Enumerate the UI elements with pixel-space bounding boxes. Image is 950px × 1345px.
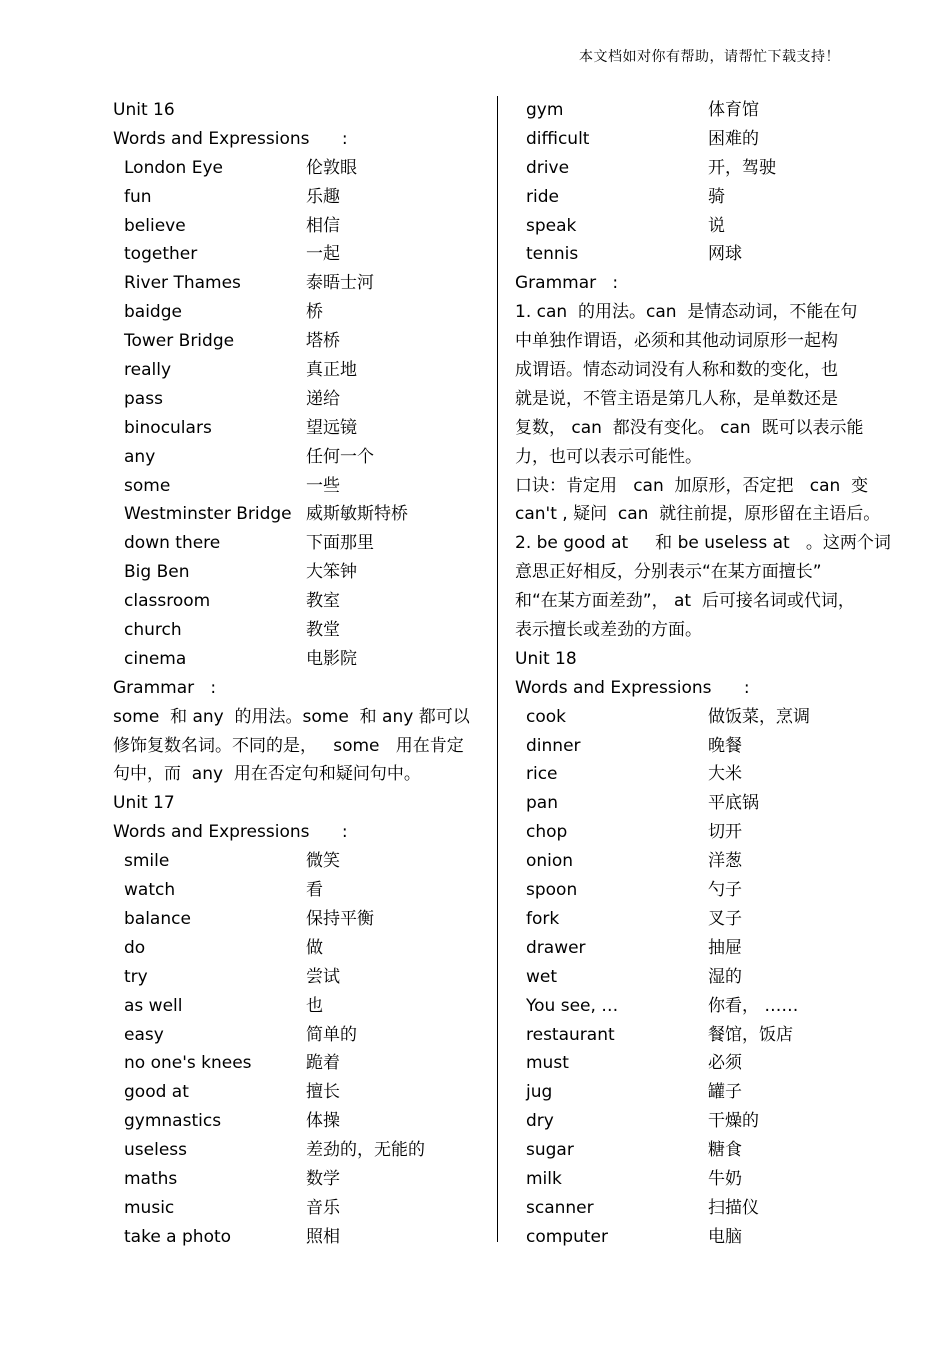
grammar-line: 复数， can 都没有变化。 can 既可以表示能 bbox=[515, 417, 864, 438]
vocab-chinese: 勺子 bbox=[708, 880, 742, 901]
vocab-english: together bbox=[124, 244, 198, 265]
unit16-grammar-heading: Grammar : bbox=[113, 677, 217, 698]
vocab-chinese: 递给 bbox=[306, 388, 340, 409]
vocab-english: gym bbox=[526, 100, 564, 120]
vocab-english: some bbox=[124, 475, 171, 496]
vocab-row bbox=[113, 1107, 479, 1136]
vocab-row bbox=[515, 154, 885, 183]
vocab-row bbox=[515, 1194, 885, 1223]
vocab-chinese: 说 bbox=[708, 215, 725, 236]
vocab-chinese: 尝试 bbox=[306, 966, 340, 987]
vocab-row bbox=[515, 96, 885, 125]
vocab-row bbox=[515, 1107, 885, 1136]
vocab-chinese: 乐趣 bbox=[306, 186, 340, 207]
vocab-chinese: 一起 bbox=[306, 244, 340, 265]
vocab-chinese: 教室 bbox=[306, 591, 340, 612]
vocab-chinese: 简单的 bbox=[306, 1024, 357, 1045]
vocab-row bbox=[515, 934, 885, 963]
vocab-english: spoon bbox=[526, 880, 578, 901]
vocab-english: sugar bbox=[526, 1140, 574, 1161]
vocab-row bbox=[515, 183, 885, 212]
vocab-row bbox=[515, 876, 885, 905]
vocab-chinese: 开，驾驶 bbox=[708, 157, 776, 178]
vocab-english: as well bbox=[124, 995, 183, 1016]
vocab-chinese: 洋葱 bbox=[708, 851, 742, 872]
vocab-english: drive bbox=[526, 157, 570, 178]
vocab-english: church bbox=[124, 620, 182, 641]
vocab-english: pass bbox=[124, 388, 163, 409]
vocab-row bbox=[113, 443, 479, 472]
vocab-chinese: 看 bbox=[306, 880, 323, 901]
vocab-row bbox=[113, 212, 479, 241]
vocab-english: computer bbox=[526, 1226, 608, 1247]
vocab-row bbox=[113, 876, 479, 905]
vocab-english: pan bbox=[526, 793, 558, 814]
vocab-chinese: 真正地 bbox=[306, 360, 357, 381]
vocab-row bbox=[515, 760, 885, 789]
vocab-chinese: 也 bbox=[306, 995, 323, 1016]
vocab-english: drawer bbox=[526, 937, 586, 958]
vocab-row bbox=[515, 992, 885, 1021]
vocab-chinese: 晚餐 bbox=[708, 735, 742, 756]
vocab-row bbox=[515, 1223, 885, 1252]
vocab-row bbox=[515, 212, 885, 241]
grammar-line: 口诀：肯定用 can 加原形，否定把 can 变 bbox=[515, 475, 869, 496]
vocab-english: You see, … bbox=[526, 995, 619, 1016]
vocab-row bbox=[113, 327, 479, 356]
vocab-chinese: 教堂 bbox=[306, 620, 340, 641]
unit18-words-heading: Words and Expressions : bbox=[515, 677, 750, 698]
vocab-chinese: 保持平衡 bbox=[306, 908, 374, 929]
vocab-chinese: 下面那里 bbox=[306, 533, 374, 554]
unit17-word-list bbox=[113, 847, 479, 1251]
vocab-row bbox=[113, 1049, 479, 1078]
vocab-chinese: 任何一个 bbox=[306, 446, 374, 467]
vocab-row bbox=[515, 1049, 885, 1078]
vocab-english: cinema bbox=[124, 648, 187, 669]
vocab-row bbox=[113, 616, 479, 645]
vocab-english: ride bbox=[526, 186, 559, 207]
unit17-grammar-heading: Grammar : bbox=[515, 273, 619, 294]
vocab-english: speak bbox=[526, 215, 577, 236]
vocab-chinese: 泰晤士河 bbox=[306, 273, 374, 294]
vocab-chinese: 糖食 bbox=[708, 1140, 742, 1161]
vocab-chinese: 牛奶 bbox=[708, 1168, 742, 1189]
vocab-english: gymnastics bbox=[124, 1111, 222, 1132]
vocab-chinese: 困难的 bbox=[708, 128, 759, 149]
vocab-chinese: 威斯敏斯特桥 bbox=[306, 504, 408, 525]
column-divider bbox=[497, 96, 498, 1242]
unit17-word-list-continued bbox=[515, 96, 885, 269]
vocab-chinese: 罐子 bbox=[708, 1082, 742, 1103]
vocab-chinese: 湿的 bbox=[708, 966, 742, 987]
vocab-english: difficult bbox=[526, 128, 590, 149]
vocab-english: take a photo bbox=[124, 1226, 232, 1247]
grammar-line: 修饰复数名词。不同的是， some 用在肯定 bbox=[113, 735, 464, 756]
vocab-chinese: 望远镜 bbox=[306, 417, 357, 438]
vocab-row bbox=[113, 1194, 479, 1223]
grammar-line: 2. be good at 和 be useless at 。这两个词 bbox=[515, 533, 891, 554]
vocab-english: onion bbox=[526, 851, 574, 872]
vocab-row bbox=[113, 587, 479, 616]
vocab-chinese: 做饭菜，烹调 bbox=[708, 706, 810, 727]
vocab-chinese: 做 bbox=[306, 937, 323, 958]
vocab-row bbox=[113, 992, 479, 1021]
grammar-line: 表示擅长或差劲的方面。 bbox=[515, 620, 702, 641]
left-column bbox=[113, 96, 479, 1252]
vocab-english: cook bbox=[526, 706, 566, 727]
vocab-chinese: 平底锅 bbox=[708, 793, 759, 814]
vocab-english: restaurant bbox=[526, 1024, 615, 1045]
vocab-row bbox=[515, 703, 885, 732]
vocab-english: Westminster Bridge bbox=[124, 504, 292, 525]
unit18-word-list bbox=[515, 703, 885, 1252]
grammar-line: 和“在某方面差劲”， at 后可接名词或代词， bbox=[515, 591, 855, 612]
vocab-english: down there bbox=[124, 533, 221, 554]
right-column bbox=[515, 96, 891, 1252]
vocab-english: baidge bbox=[124, 302, 182, 323]
unit17-title: Unit 17 bbox=[113, 793, 175, 814]
vocab-english: River Thames bbox=[124, 273, 241, 294]
vocab-row bbox=[515, 125, 885, 154]
vocab-row bbox=[113, 1165, 479, 1194]
vocab-chinese: 大米 bbox=[708, 764, 742, 785]
vocab-row bbox=[113, 1136, 479, 1165]
vocab-row bbox=[515, 1165, 885, 1194]
unit16-word-list bbox=[113, 154, 479, 674]
vocab-chinese: 数学 bbox=[306, 1168, 340, 1189]
vocab-row bbox=[113, 240, 479, 269]
vocab-row bbox=[113, 414, 479, 443]
vocab-english: dry bbox=[526, 1111, 554, 1132]
vocab-chinese: 差劲的，无能的 bbox=[306, 1140, 425, 1161]
vocab-chinese: 叉子 bbox=[708, 908, 742, 929]
vocab-english: scanner bbox=[526, 1197, 594, 1218]
grammar-line: 就是说，不管主语是第几人称，是单数还是 bbox=[515, 388, 838, 409]
vocab-row bbox=[515, 1021, 885, 1050]
vocab-row bbox=[113, 645, 479, 674]
vocab-english: really bbox=[124, 360, 171, 381]
vocab-english: no one's knees bbox=[124, 1053, 252, 1074]
vocab-english: Big Ben bbox=[124, 562, 190, 583]
header-note: 本文档如对你有帮助，请帮忙下载支持！ bbox=[579, 49, 840, 65]
unit17-words-heading: Words and Expressions : bbox=[113, 822, 348, 843]
vocab-chinese: 扫描仪 bbox=[708, 1197, 759, 1218]
vocab-row bbox=[113, 847, 479, 876]
unit16-grammar-text bbox=[113, 703, 479, 790]
vocab-english: Tower Bridge bbox=[124, 331, 235, 352]
vocab-english: good at bbox=[124, 1082, 189, 1103]
vocab-row bbox=[515, 1136, 885, 1165]
vocab-chinese: 大笨钟 bbox=[306, 562, 357, 583]
vocab-row bbox=[113, 934, 479, 963]
vocab-row bbox=[113, 500, 479, 529]
vocab-row bbox=[113, 558, 479, 587]
vocab-english: do bbox=[124, 937, 146, 958]
vocab-chinese: 擅长 bbox=[306, 1082, 340, 1103]
vocab-chinese: 微笑 bbox=[306, 851, 340, 872]
vocab-chinese: 塔桥 bbox=[306, 331, 340, 352]
grammar-line: 中单独作谓语，必须和其他动词原形一起构 bbox=[515, 331, 838, 352]
vocab-english: any bbox=[124, 446, 156, 467]
vocab-english: music bbox=[124, 1197, 175, 1218]
vocab-english: try bbox=[124, 966, 148, 987]
vocab-row bbox=[113, 1021, 479, 1050]
vocab-row bbox=[113, 472, 479, 501]
vocab-english: London Eye bbox=[124, 157, 223, 178]
vocab-chinese: 餐馆，饭店 bbox=[708, 1024, 793, 1045]
vocab-row bbox=[515, 240, 885, 269]
vocab-row bbox=[113, 269, 479, 298]
vocab-chinese: 干燥的 bbox=[708, 1111, 759, 1132]
grammar-line: 成谓语。情态动词没有人称和数的变化，也 bbox=[515, 360, 838, 381]
vocab-row bbox=[113, 529, 479, 558]
vocab-row bbox=[113, 154, 479, 183]
vocab-english: jug bbox=[526, 1082, 553, 1103]
vocab-row bbox=[113, 963, 479, 992]
vocab-english: classroom bbox=[124, 591, 211, 612]
unit17-grammar-text bbox=[515, 298, 891, 645]
vocab-chinese: 电脑 bbox=[708, 1226, 742, 1247]
grammar-line: some 和 any 的用法。some 和 any 都可以 bbox=[113, 706, 470, 727]
unit18-title: Unit 18 bbox=[515, 648, 577, 669]
vocab-chinese: 体育馆 bbox=[708, 100, 759, 120]
vocab-row bbox=[515, 732, 885, 761]
vocab-english: believe bbox=[124, 215, 186, 236]
grammar-line: 句中，而 any 用在否定句和疑问句中。 bbox=[113, 764, 421, 785]
vocab-english: chop bbox=[526, 822, 568, 843]
vocab-chinese: 必须 bbox=[708, 1053, 742, 1074]
vocab-english: rice bbox=[526, 764, 558, 785]
vocab-row bbox=[113, 1223, 479, 1252]
vocab-english: binoculars bbox=[124, 417, 212, 438]
vocab-english: useless bbox=[124, 1140, 187, 1161]
vocab-chinese: 抽屉 bbox=[708, 937, 742, 958]
vocab-chinese: 音乐 bbox=[306, 1197, 340, 1218]
vocab-english: dinner bbox=[526, 735, 581, 756]
vocab-english: watch bbox=[124, 880, 176, 901]
vocab-chinese: 一些 bbox=[306, 475, 340, 496]
unit16-words-heading: Words and Expressions : bbox=[113, 128, 348, 149]
vocab-chinese: 跪着 bbox=[306, 1053, 340, 1074]
vocab-row bbox=[515, 789, 885, 818]
vocab-english: fun bbox=[124, 186, 152, 207]
vocab-row bbox=[113, 298, 479, 327]
vocab-chinese: 你看， …… bbox=[708, 995, 799, 1016]
vocab-chinese: 骑 bbox=[708, 186, 725, 207]
vocab-english: balance bbox=[124, 908, 191, 929]
vocab-chinese: 桥 bbox=[306, 302, 323, 323]
vocab-row bbox=[113, 356, 479, 385]
vocab-chinese: 网球 bbox=[708, 244, 742, 265]
vocab-english: easy bbox=[124, 1024, 164, 1045]
unit16-title: Unit 16 bbox=[113, 100, 175, 120]
vocab-english: fork bbox=[526, 908, 560, 929]
vocab-english: wet bbox=[526, 966, 558, 987]
vocab-chinese: 相信 bbox=[306, 215, 340, 236]
vocab-english: tennis bbox=[526, 244, 579, 265]
grammar-line: can't , 疑问 can 就往前提，原形留在主语后。 bbox=[515, 504, 881, 525]
vocab-english: smile bbox=[124, 851, 170, 872]
vocab-chinese: 照相 bbox=[306, 1226, 340, 1247]
vocab-chinese: 伦敦眼 bbox=[306, 157, 357, 178]
vocab-row bbox=[113, 905, 479, 934]
vocab-row bbox=[515, 1078, 885, 1107]
grammar-line: 力，也可以表示可能性。 bbox=[515, 446, 702, 467]
vocab-chinese: 切开 bbox=[708, 822, 742, 843]
vocab-english: milk bbox=[526, 1168, 562, 1189]
vocab-row bbox=[113, 385, 479, 414]
vocab-english: must bbox=[526, 1053, 569, 1074]
vocab-chinese: 电影院 bbox=[306, 648, 357, 669]
vocab-row bbox=[515, 963, 885, 992]
vocab-chinese: 体操 bbox=[306, 1111, 340, 1132]
vocab-row bbox=[515, 905, 885, 934]
vocab-row bbox=[515, 818, 885, 847]
vocab-row bbox=[515, 847, 885, 876]
grammar-line: 1. can 的用法。can 是情态动词，不能在句 bbox=[515, 302, 858, 323]
vocab-row bbox=[113, 183, 479, 212]
vocab-english: maths bbox=[124, 1168, 178, 1189]
grammar-line: 意思正好相反，分别表示“在某方面擅长” bbox=[515, 562, 822, 583]
vocab-row bbox=[113, 1078, 479, 1107]
